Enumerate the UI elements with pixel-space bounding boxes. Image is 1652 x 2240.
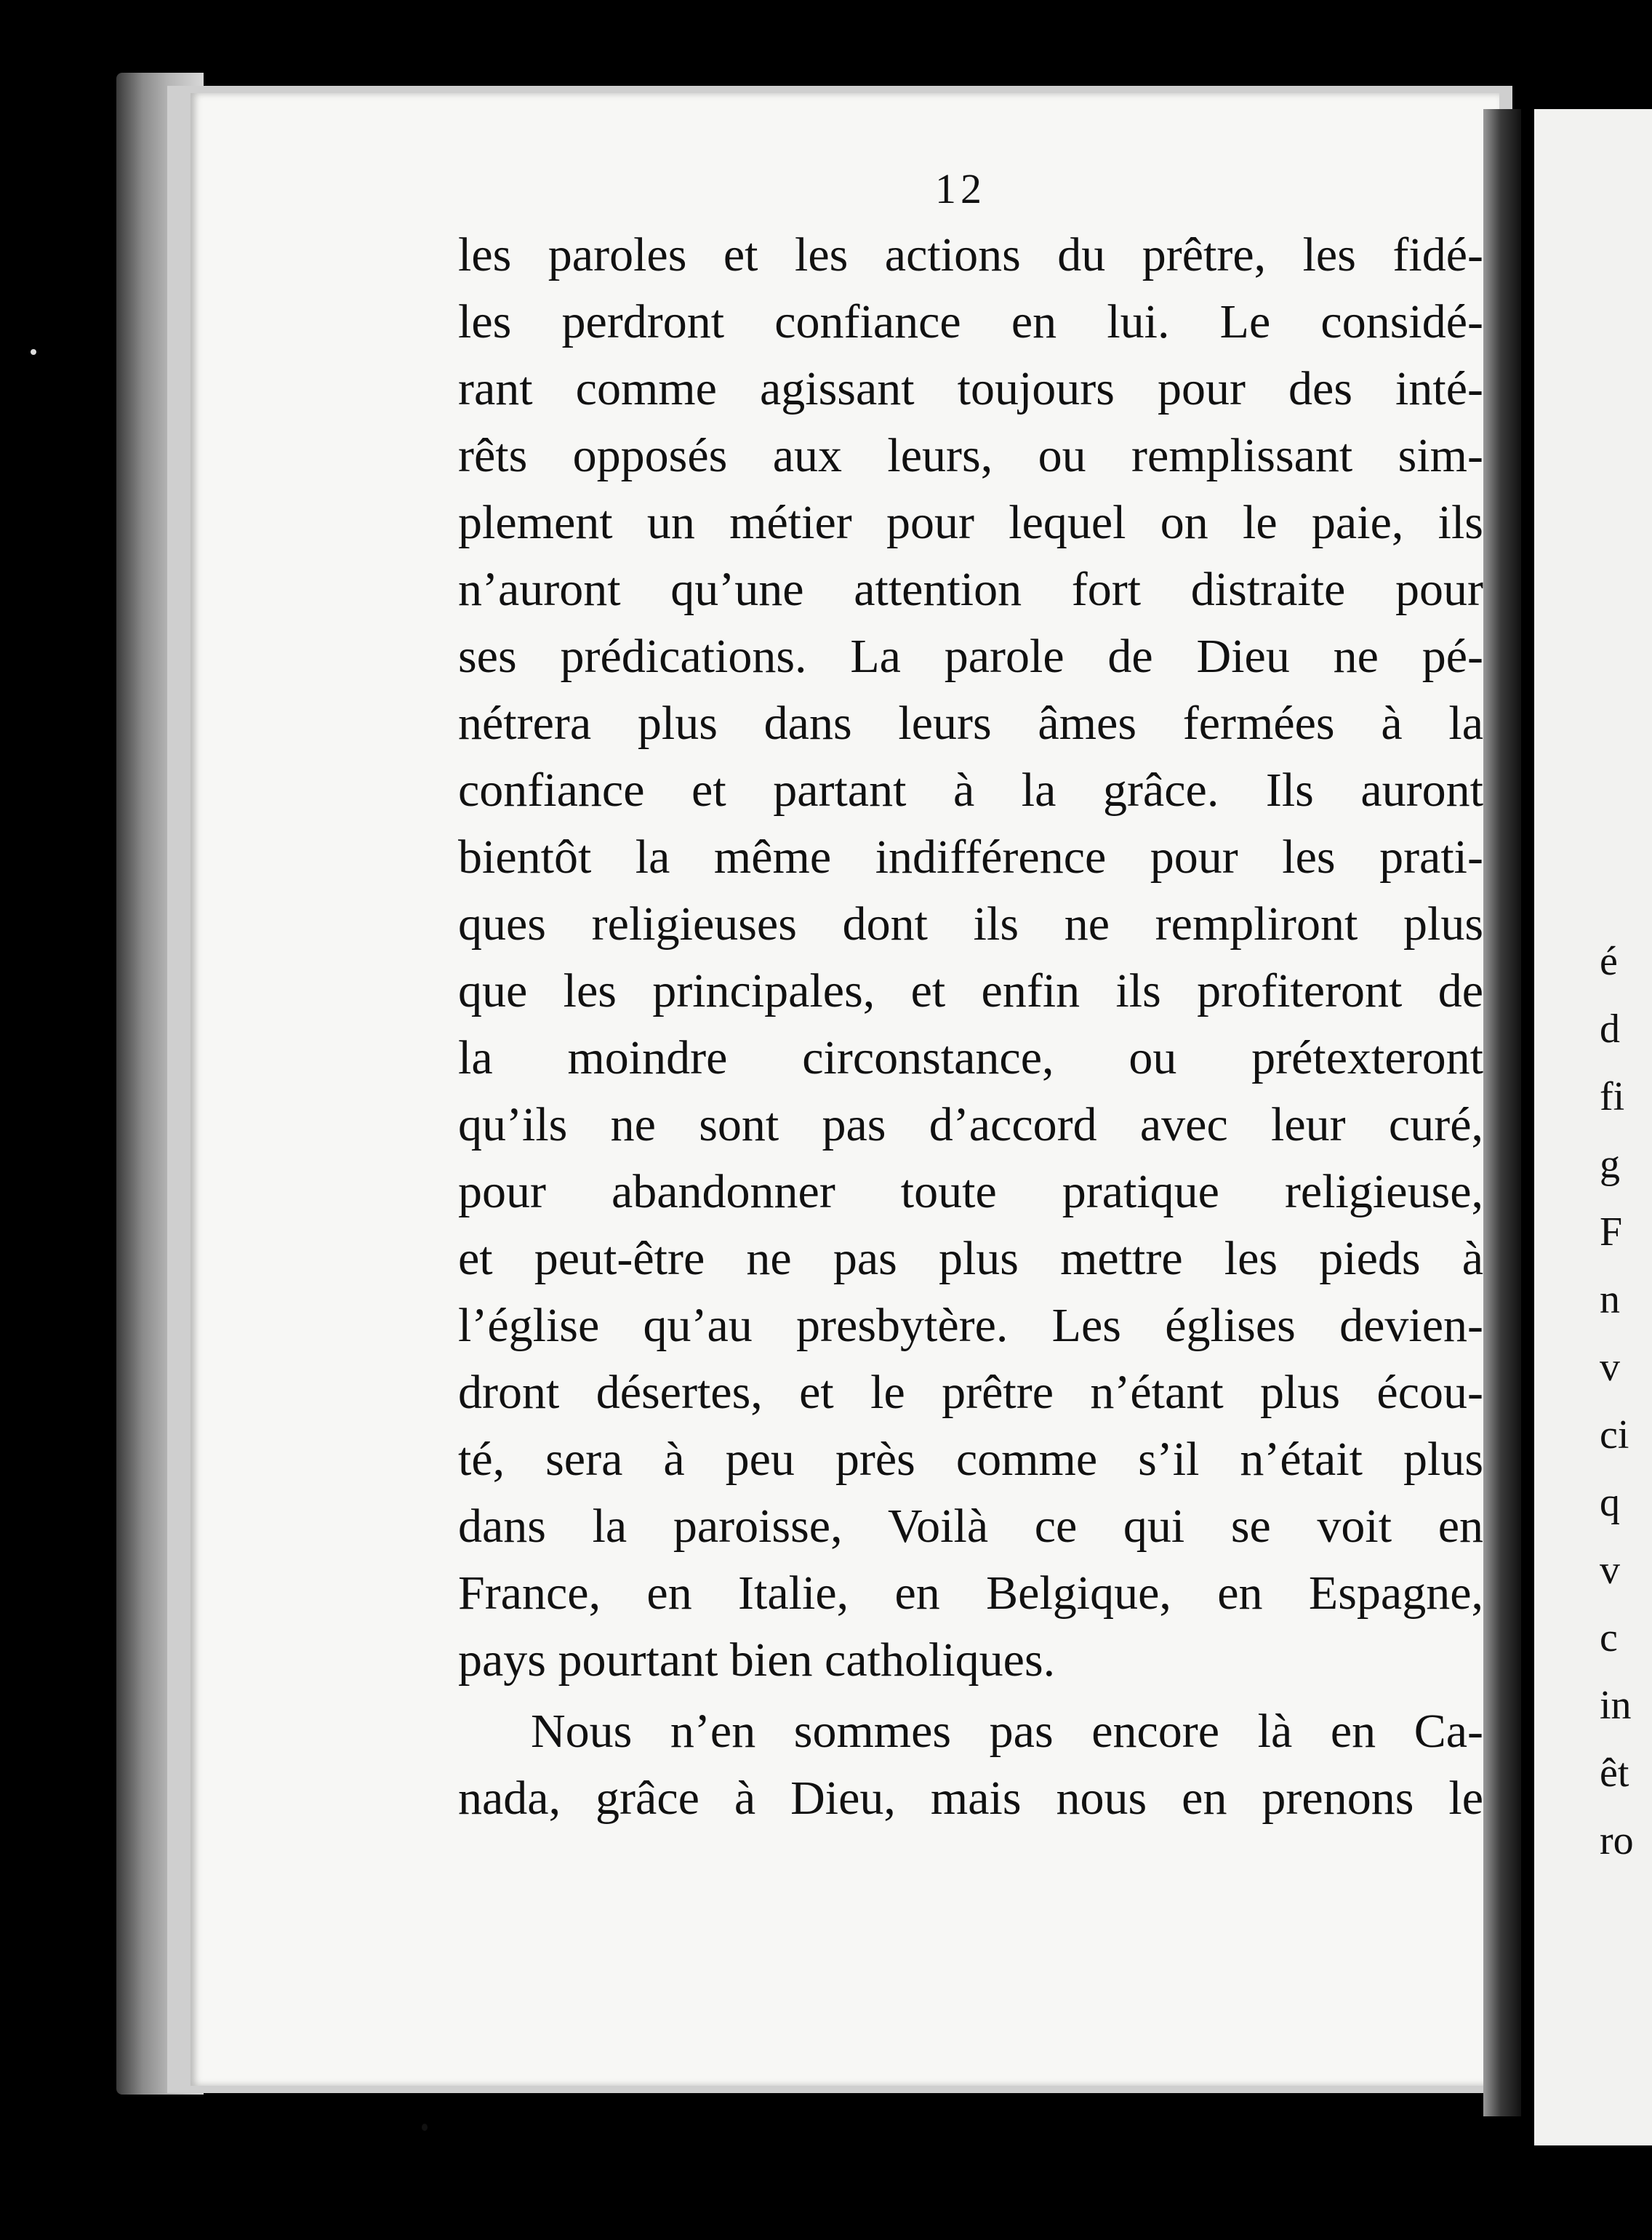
text-line: ses prédications. La parole de Dieu ne pé-: [458, 630, 1483, 683]
adjacent-page-fragment: c: [1600, 1615, 1618, 1660]
text-line: dront désertes, et le prêtre n’étant plus écou-: [458, 1366, 1483, 1419]
text-line: bientôt la même indifférence pour les prati-: [458, 831, 1483, 884]
text-line: rant comme agissant toujours pour des inté-: [458, 362, 1483, 415]
dust-speck: [422, 2124, 428, 2131]
adjacent-page-fragment: êt: [1600, 1751, 1629, 1796]
text-line: nada, grâce à Dieu, mais nous en prenons le: [458, 1772, 1483, 1825]
text-line: que les principales, et enfin ils profiteront de: [458, 964, 1483, 1017]
text-line: les paroles et les actions du prêtre, les fidé-: [458, 228, 1483, 281]
binding-gutter: [1483, 109, 1521, 2116]
text-line: pour abandonner toute pratique religieuse,: [458, 1165, 1483, 1218]
adjacent-page-fragment: é: [1600, 939, 1618, 984]
adjacent-page-fragment: n: [1600, 1277, 1620, 1322]
dust-speck: [31, 349, 36, 355]
text-line: n’auront qu’une attention fort distraite pour: [458, 563, 1483, 616]
text-line: té, sera à peu près comme s’il n’était plus: [458, 1433, 1483, 1486]
text-line: nétrera plus dans leurs âmes fermées à la: [458, 697, 1483, 750]
text-line: ques religieuses dont ils ne rempliront plus: [458, 897, 1483, 951]
text-line: plement un métier pour lequel on le paie, ils: [458, 496, 1483, 549]
adjacent-page-fragment: d: [1600, 1007, 1620, 1052]
paragraph: [458, 1698, 1483, 1832]
text-line: qu’ils ne sont pas d’accord avec leur curé,: [458, 1098, 1483, 1151]
adjacent-page-fragment: ro: [1600, 1818, 1634, 1863]
text-line: Nous n’en sommes pas encore là en Ca-: [531, 1705, 1483, 1758]
text-line: et peut-être ne pas plus mettre les pieds à: [458, 1232, 1483, 1285]
adjacent-page-fragment: fi: [1600, 1074, 1625, 1119]
page-number: 12: [935, 165, 986, 212]
text-line: la moindre circonstance, ou prétexteront: [458, 1031, 1483, 1084]
adjacent-page: [1534, 109, 1652, 2145]
adjacent-page-fragment: F: [1600, 1209, 1623, 1255]
adjacent-page-fragment: v: [1600, 1548, 1620, 1593]
text-line: rêts opposés aux leurs, ou remplissant sim-: [458, 429, 1483, 482]
text-line: France, en Italie, en Belgique, en Espagne,: [458, 1567, 1483, 1620]
adjacent-page-fragment: ci: [1600, 1412, 1629, 1457]
paragraph: [458, 222, 1483, 1694]
adjacent-page-fragment: in: [1600, 1683, 1632, 1728]
text-line: les perdront confiance en lui. Le considé-: [458, 295, 1483, 348]
body-text: [458, 222, 1483, 1832]
adjacent-page-fragment: v: [1600, 1345, 1620, 1390]
text-line: dans la paroisse, Voilà ce qui se voit en: [458, 1500, 1483, 1553]
text-line: l’église qu’au presbytère. Les églises devien-: [458, 1299, 1483, 1352]
text-line: pays pourtant bien catholiques.: [458, 1633, 1056, 1687]
text-line: confiance et partant à la grâce. Ils auront: [458, 764, 1483, 817]
adjacent-page-fragment: g: [1600, 1142, 1620, 1187]
adjacent-page-fragment: q: [1600, 1480, 1620, 1525]
